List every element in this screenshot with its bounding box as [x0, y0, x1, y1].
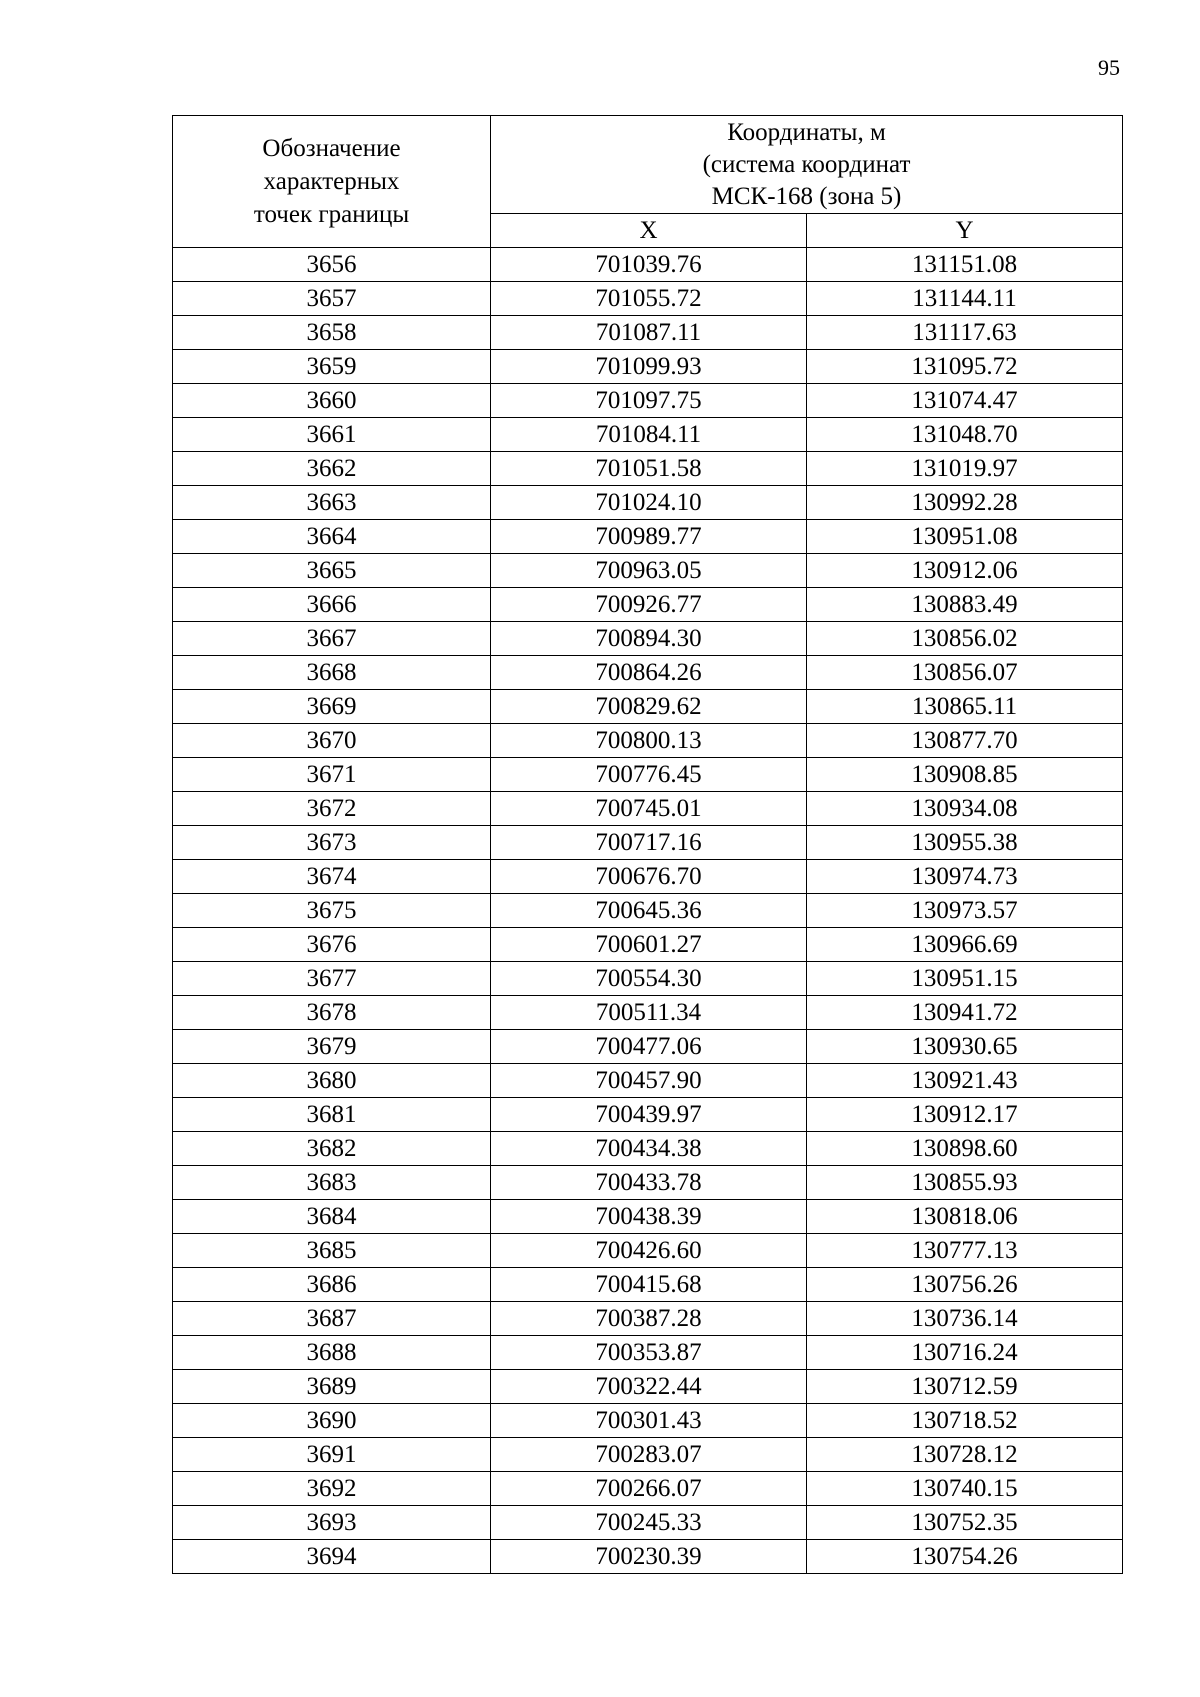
y-cell: 130973.57: [807, 894, 1123, 928]
header-coordinates: [491, 116, 1123, 214]
x-cell: 700245.33: [491, 1506, 807, 1540]
y-cell: 130728.12: [807, 1438, 1123, 1472]
x-cell: 700322.44: [491, 1370, 807, 1404]
y-cell: 130855.93: [807, 1166, 1123, 1200]
point-cell: 3677: [173, 962, 491, 996]
y-cell: 131019.97: [807, 452, 1123, 486]
y-cell: 130930.65: [807, 1030, 1123, 1064]
point-cell: 3681: [173, 1098, 491, 1132]
point-cell: 3659: [173, 350, 491, 384]
point-cell: 3663: [173, 486, 491, 520]
table-row: [173, 486, 1123, 520]
y-cell: 130754.26: [807, 1540, 1123, 1574]
x-cell: 700434.38: [491, 1132, 807, 1166]
y-cell: 130955.38: [807, 826, 1123, 860]
table-row: [173, 1064, 1123, 1098]
table-row: [173, 1438, 1123, 1472]
table-row: [173, 860, 1123, 894]
point-cell: 3669: [173, 690, 491, 724]
table-row: [173, 520, 1123, 554]
point-cell: 3688: [173, 1336, 491, 1370]
x-cell: 701039.76: [491, 248, 807, 282]
table-row: [173, 1098, 1123, 1132]
x-cell: 700926.77: [491, 588, 807, 622]
y-cell: 130941.72: [807, 996, 1123, 1030]
x-cell: 700601.27: [491, 928, 807, 962]
y-cell: 130777.13: [807, 1234, 1123, 1268]
y-cell: 130856.07: [807, 656, 1123, 690]
point-cell: 3694: [173, 1540, 491, 1574]
y-cell: 130736.14: [807, 1302, 1123, 1336]
point-cell: 3679: [173, 1030, 491, 1064]
point-cell: 3661: [173, 418, 491, 452]
x-cell: 700963.05: [491, 554, 807, 588]
point-cell: 3665: [173, 554, 491, 588]
x-cell: 700800.13: [491, 724, 807, 758]
table-row: [173, 1404, 1123, 1438]
point-cell: 3667: [173, 622, 491, 656]
header-x: X: [491, 214, 807, 248]
y-cell: 131048.70: [807, 418, 1123, 452]
header-y: Y: [807, 214, 1123, 248]
table-row: [173, 384, 1123, 418]
x-cell: 701099.93: [491, 350, 807, 384]
point-cell: 3674: [173, 860, 491, 894]
point-cell: 3675: [173, 894, 491, 928]
point-cell: 3673: [173, 826, 491, 860]
table-row: [173, 996, 1123, 1030]
y-cell: 131144.11: [807, 282, 1123, 316]
point-cell: 3668: [173, 656, 491, 690]
x-cell: 700439.97: [491, 1098, 807, 1132]
point-cell: 3686: [173, 1268, 491, 1302]
point-cell: 3692: [173, 1472, 491, 1506]
point-cell: 3678: [173, 996, 491, 1030]
page-number: 95: [1098, 55, 1120, 80]
point-cell: 3671: [173, 758, 491, 792]
point-cell: 3682: [173, 1132, 491, 1166]
point-cell: 3689: [173, 1370, 491, 1404]
y-cell: 130818.06: [807, 1200, 1123, 1234]
x-cell: 700645.36: [491, 894, 807, 928]
point-cell: 3672: [173, 792, 491, 826]
header-coords-line-3: МСК-168 (зона 5): [711, 182, 902, 210]
table-row: [173, 724, 1123, 758]
x-cell: 700745.01: [491, 792, 807, 826]
table-row: [173, 588, 1123, 622]
table-row: [173, 1200, 1123, 1234]
point-cell: 3684: [173, 1200, 491, 1234]
x-cell: 700829.62: [491, 690, 807, 724]
y-cell: 131117.63: [807, 316, 1123, 350]
x-cell: 701087.11: [491, 316, 807, 350]
y-cell: 130856.02: [807, 622, 1123, 656]
point-cell: 3683: [173, 1166, 491, 1200]
x-cell: 700301.43: [491, 1404, 807, 1438]
header-coords-line-1: Координаты, м: [727, 118, 886, 146]
table-row: [173, 792, 1123, 826]
point-cell: 3657: [173, 282, 491, 316]
y-cell: 130992.28: [807, 486, 1123, 520]
x-cell: 700266.07: [491, 1472, 807, 1506]
header-coords-line-2: (система координат: [702, 150, 911, 178]
table-row: [173, 1370, 1123, 1404]
x-cell: 700387.28: [491, 1302, 807, 1336]
table-header: [173, 116, 1123, 248]
point-cell: 3687: [173, 1302, 491, 1336]
x-cell: 700894.30: [491, 622, 807, 656]
y-cell: 130951.08: [807, 520, 1123, 554]
x-cell: 700415.68: [491, 1268, 807, 1302]
point-cell: 3658: [173, 316, 491, 350]
table-row: [173, 418, 1123, 452]
table-row: [173, 452, 1123, 486]
y-cell: 130921.43: [807, 1064, 1123, 1098]
y-cell: 130718.52: [807, 1404, 1123, 1438]
y-cell: 130716.24: [807, 1336, 1123, 1370]
header-point-line-3: точек границы: [253, 201, 410, 228]
table-body: [173, 248, 1123, 1574]
y-cell: 130966.69: [807, 928, 1123, 962]
y-cell: 130883.49: [807, 588, 1123, 622]
table-row: [173, 1506, 1123, 1540]
table-row: [173, 826, 1123, 860]
coordinates-table: [172, 115, 1123, 1574]
x-cell: 701084.11: [491, 418, 807, 452]
point-cell: 3666: [173, 588, 491, 622]
y-cell: 130912.06: [807, 554, 1123, 588]
header-point-line-1: Обозначение: [262, 135, 401, 162]
y-cell: 131151.08: [807, 248, 1123, 282]
y-cell: 130934.08: [807, 792, 1123, 826]
table-row: [173, 656, 1123, 690]
table-row: [173, 282, 1123, 316]
x-cell: 700477.06: [491, 1030, 807, 1064]
table-row: [173, 1472, 1123, 1506]
table-row: [173, 758, 1123, 792]
table-row: [173, 928, 1123, 962]
x-cell: 700864.26: [491, 656, 807, 690]
y-cell: 130898.60: [807, 1132, 1123, 1166]
table-row: [173, 316, 1123, 350]
y-cell: 130877.70: [807, 724, 1123, 758]
y-cell: 130740.15: [807, 1472, 1123, 1506]
table-row: [173, 350, 1123, 384]
y-cell: 130951.15: [807, 962, 1123, 996]
y-cell: 130865.11: [807, 690, 1123, 724]
x-cell: 700554.30: [491, 962, 807, 996]
x-cell: 700717.16: [491, 826, 807, 860]
x-cell: 701055.72: [491, 282, 807, 316]
y-cell: 130912.17: [807, 1098, 1123, 1132]
table-row: [173, 962, 1123, 996]
table-row: [173, 1268, 1123, 1302]
x-cell: 700511.34: [491, 996, 807, 1030]
point-cell: 3664: [173, 520, 491, 554]
table-row: [173, 1302, 1123, 1336]
point-cell: 3662: [173, 452, 491, 486]
table-row: [173, 248, 1123, 282]
header-point-designation: [173, 116, 491, 248]
point-cell: 3685: [173, 1234, 491, 1268]
y-cell: 130974.73: [807, 860, 1123, 894]
x-cell: 700426.60: [491, 1234, 807, 1268]
point-cell: 3676: [173, 928, 491, 962]
point-cell: 3691: [173, 1438, 491, 1472]
table-row: [173, 1030, 1123, 1064]
x-cell: 700230.39: [491, 1540, 807, 1574]
point-cell: 3690: [173, 1404, 491, 1438]
point-cell: 3693: [173, 1506, 491, 1540]
point-cell: 3680: [173, 1064, 491, 1098]
table-row: [173, 1336, 1123, 1370]
table-row: [173, 622, 1123, 656]
x-cell: 700433.78: [491, 1166, 807, 1200]
table-row: [173, 1234, 1123, 1268]
x-cell: 700438.39: [491, 1200, 807, 1234]
table-row: [173, 1166, 1123, 1200]
x-cell: 700457.90: [491, 1064, 807, 1098]
table-row: [173, 554, 1123, 588]
header-point-line-2: характерных: [263, 168, 400, 195]
point-cell: 3656: [173, 248, 491, 282]
x-cell: 700676.70: [491, 860, 807, 894]
table-row: [173, 1132, 1123, 1166]
y-cell: 130712.59: [807, 1370, 1123, 1404]
x-cell: 700776.45: [491, 758, 807, 792]
x-cell: 700353.87: [491, 1336, 807, 1370]
y-cell: 131095.72: [807, 350, 1123, 384]
x-cell: 700283.07: [491, 1438, 807, 1472]
point-cell: 3670: [173, 724, 491, 758]
x-cell: 701051.58: [491, 452, 807, 486]
y-cell: 130752.35: [807, 1506, 1123, 1540]
x-cell: 701097.75: [491, 384, 807, 418]
table-row: [173, 894, 1123, 928]
point-cell: 3660: [173, 384, 491, 418]
y-cell: 130756.26: [807, 1268, 1123, 1302]
x-cell: 701024.10: [491, 486, 807, 520]
y-cell: 131074.47: [807, 384, 1123, 418]
table-row: [173, 1540, 1123, 1574]
table-row: [173, 690, 1123, 724]
y-cell: 130908.85: [807, 758, 1123, 792]
x-cell: 700989.77: [491, 520, 807, 554]
